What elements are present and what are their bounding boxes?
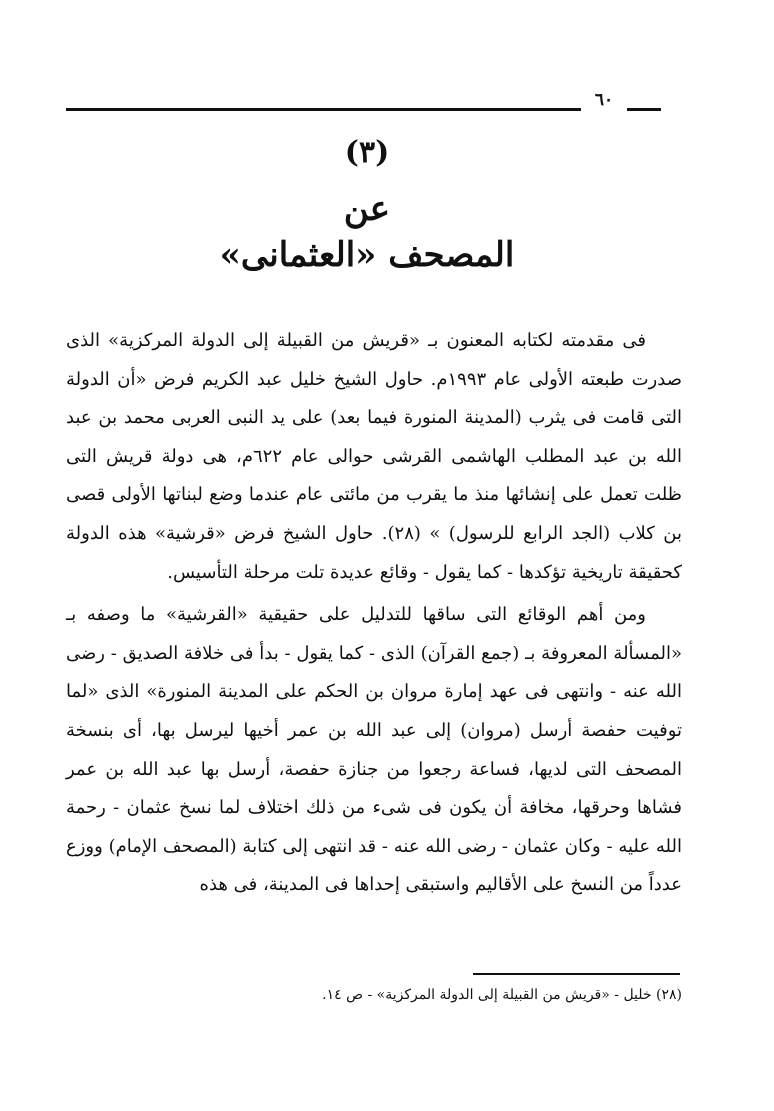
footnote-rule (473, 973, 680, 975)
header-rule-short (627, 108, 661, 111)
page-number: ٦٠ (594, 90, 614, 110)
paragraph-2: ومن أهم الوقائع التى ساقها للتدليل على حقيقية «القرشية» ما وصفه بـ «المسألة المعروفة بـ (جمع القرآن) الذى - كما يقول - بدأ فى خلافة الصديق - رضى الله عنه - وانتهى فى عهد إمارة مروان بن الحكم على المدينة المنورة» الذى «لما توفيت حفصة أرسل (مروان) إلى عبد الله بن عمر أخيها ليرسل بها، أى بنسخة المصحف التى لديها، فساعة رجعوا من جنازة حفصة، أرسل بها عبد الله بن عمر فشاها وحرقها، مخافة أن يكون فى شىء من ذلك اختلاف لما نسخ عثمان - رحمة الله عليه - وكان عثمان - رضى الله عنه - قد انتهى إلى كتابة (المصحف الإمام) ووزع عدداً من النسخ على الأقاليم واستبقى إحداها فى المدينة، فى هذه (66, 604, 682, 896)
body-text (66, 322, 682, 905)
header-rule (66, 108, 581, 111)
paragraph-1: فى مقدمته لكتابه المعنون بـ «قريش من القبيلة إلى الدولة المركزية» الذى صدرت طبعته الأولى عام ١٩٩٣م. حاول الشيخ خليل عبد الكريم فرض «أن الدولة التى قامت فى يثرب (المدينة المنورة فيما بعد) على يد النبى العربى محمد بن عبد الله بن عبد المطلب الهاشمى القرشى حوالى عام ٦٢٢م، هى دولة قريش التى ظلت تعمل على إنشائها منذ ما يقرب من مائتى عام عندما وضع لبناتها الأولى قصى بن كلاب (الجد الرابع للرسول) » (٢٨). حاول الشيخ فرض «قرشية» هذه الدولة كحقيقة تاريخية تؤكدها - كما يقول - وقائع عديدة تلت مرحلة التأسيس. (66, 330, 683, 583)
chapter-title-line-1: عن (343, 189, 391, 229)
chapter-number: (٣) (344, 135, 390, 170)
footnote: (٢٨) خليل - «قريش من القبيلة إلى الدولة المركزية» - ص ١٤. (322, 987, 682, 1003)
chapter-title-line-2: المصحف «العثمانى» (219, 235, 515, 275)
